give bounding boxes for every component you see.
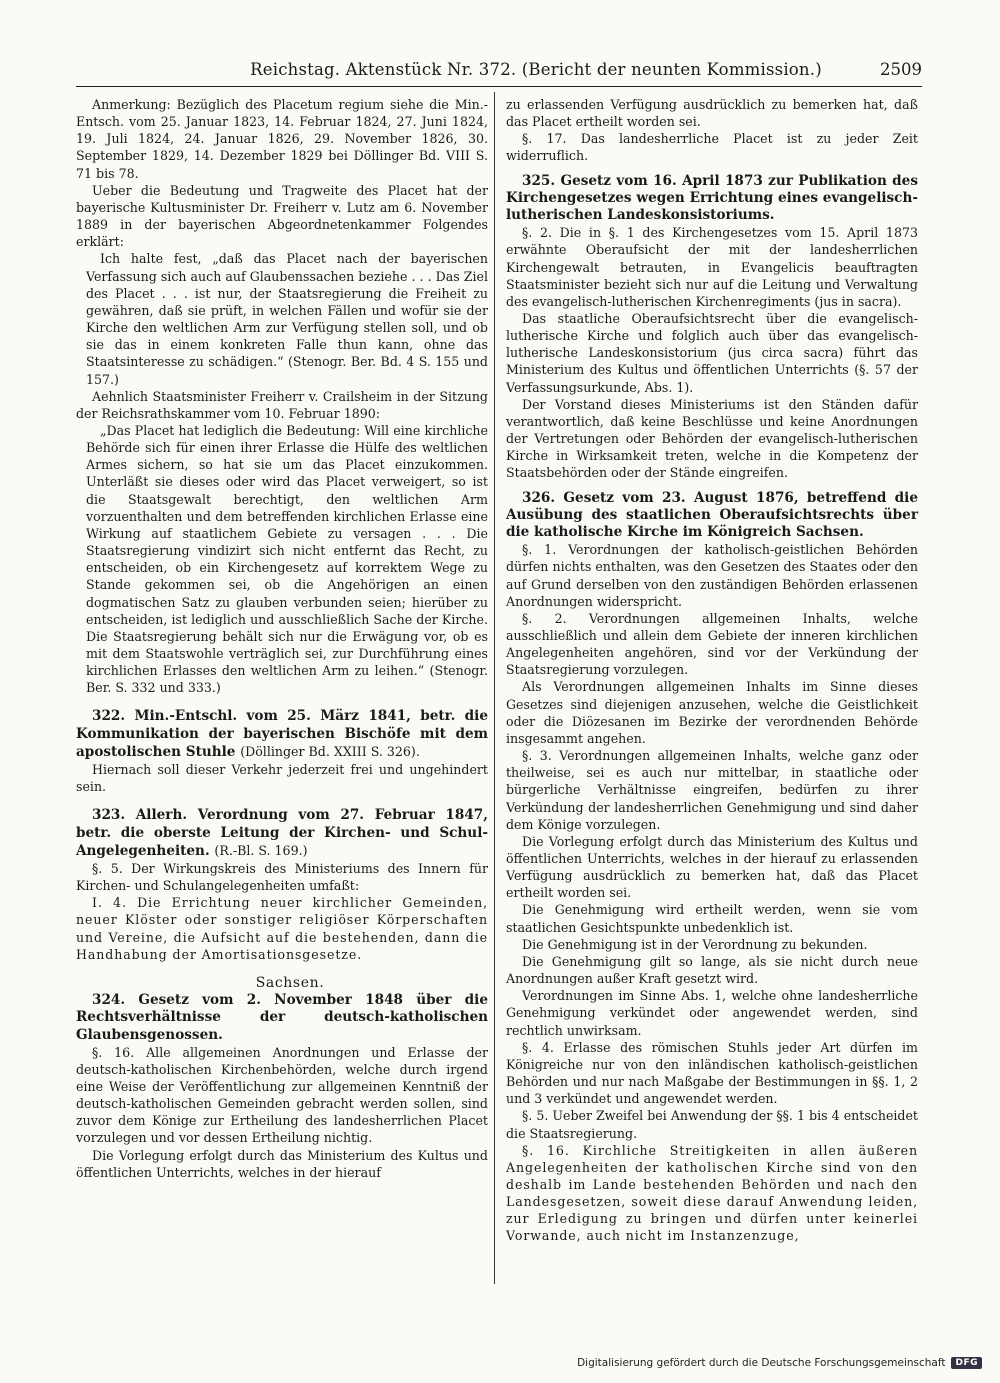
paragraph: Die Genehmigung gilt so lange, als sie nicht durch neue Anordnungen außer Kraft gesetzt wird. — [506, 953, 918, 987]
heading-reference: (R.-Bl. S. 169.) — [214, 842, 308, 858]
paragraph: Die Vorlegung erfolgt durch das Ministerium des Kultus und öffentlichen Unterrichts, welches in der hierauf zu erlassenden Verfügung ausdrücklich zu bemerken hat, daß das Placet ertheilt worden sei. — [506, 833, 918, 901]
heading-text: 323. Allerh. Verordnung vom 27. Februar 1847, betr. die oberste Leitung der Kirchen- und Schul-Angelegenheiten. — [76, 807, 488, 859]
paragraph: zu erlassenden Verfügung ausdrücklich zu bemerken hat, daß das Placet ertheilt worden sei. — [506, 97, 918, 130]
paragraph: §. 5. Der Wirkungskreis des Ministeriums des Innern für Kirchen- und Schulangelegenheiten umfaßt: — [76, 861, 488, 894]
paragraph: Die Genehmigung ist in der Verordnung zu bekunden. — [522, 936, 868, 952]
paragraph: §. 2. Verordnungen allgemeinen Inhalts, welche ausschließlich und allein dem Gebiete der inneren kirchlichen Angelegenheiten angehören, sind vor der Verkündung der Staatsregierung vorzulegen. — [506, 610, 918, 678]
paragraph: §. 16. Kirchliche Streitigkeiten in allen äußeren Angelegenheiten der katholischen Kirche sind von den deshalb im Lande bestehenden Behörden und nach den Landesgesetzen, soweit diese darauf Anwendung leiden, zur Erledigung zu bringen und dürfen unter keinerlei Vorwande, auch nicht im Instanzenzuge, — [506, 1142, 918, 1244]
paragraph: §. 5. Ueber Zweifel bei Anwendung der §§. 1 bis 4 entscheidet die Staatsregierung. — [506, 1108, 918, 1141]
paragraph: Aehnlich Staatsminister Freiherr v. Crailsheim in der Sitzung der Reichsrathskammer vom 10. Februar 1890: — [76, 388, 488, 421]
dfg-logo: DFG — [951, 1357, 982, 1369]
paragraph: Das staatliche Oberaufsichtsrecht über die evangelisch-lutherische Kirche und folglich auch über das evangelisch-lutherische Landeskonsistorium (jus circa sacra) führt das Ministerium des Kultus und öffentlichen Unterrichts (§. 57 der Verfassungsurkunde, Abs. 1). — [506, 311, 918, 395]
paragraph: Verordnungen im Sinne Abs. 1, welche ohne landesherrliche Genehmigung verkündet oder angewendet werden, sind rechtlich unwirksam. — [506, 988, 918, 1038]
heading-reference: (Döllinger Bd. XXIII S. 326). — [240, 743, 420, 759]
page-number: 2509 — [880, 60, 922, 79]
paragraph: Der Vorstand dieses Ministeriums ist den Ständen dafür verantwortlich, daß keine Beschlüsse und keine Anordnungen der Vertretungen oder Behörden der evangelisch-lutherischen Kirche in Wirksamkeit treten, welche in die Kompetenz der Staatsbehörden oder der Stände eingreifen. — [506, 396, 918, 481]
paragraph: Als Verordnungen allgemeinen Inhalts im Sinne dieses Gesetzes sind diejenigen anzusehen, welche die Geistlichkeit oder die Diözesanen im Bezirke der verordnenden Behörde insgesammt angehen. — [506, 679, 918, 746]
paragraph: §. 1. Verordnungen der katholisch-geistlichen Behörden dürfen nichts enthalten, was den Gesetzen des Staates oder den auf Grund derselben von den zuständigen Behörden erlassenen Anordnungen widerspricht. — [506, 542, 918, 609]
paragraph: §. 16. Alle allgemeinen Anordnungen und Erlasse der deutsch-katholischen Kirchenbehörden, welche durch irgend eine Weise der Veröffentlichung zur allgemeinen Kenntniß der deutsch-katholischen Gemeinden gebracht werden sollen, sind zuvor dem Könige zur Ertheilung des landesherrlichen Placet vorzulegen und vor dessen Ertheilung nichtig. — [76, 1044, 488, 1146]
paragraph: §. 3. Verordnungen allgemeinen Inhalts, welche ganz oder theilweise, sei es auch nur mittelbar, in staatliche oder bürgerliche Verhältnisse eingreifen, bedürfen zu ihrer Verkündung der landesherrlichen Genehmigung und sind daher dem Könige vorzulegen. — [506, 748, 918, 832]
credit-text: Digitalisierung gefördert durch die Deutsche Forschungsgemeinschaft — [577, 1357, 946, 1369]
paragraph: Anmerkung: Bezüglich des Placetum regium siehe die Min.-Entsch. vom 25. Januar 1823, 14. Februar 1824, 27. Juni 1824, 19. Juli 1824, 24. Januar 1826, 29. November 1826, 30. September 1829, 14. Dezember 1829 bei Döllinger Bd. VIII S. 71 bis 78. — [76, 97, 488, 181]
paragraph: Die Vorlegung erfolgt durch das Ministerium des Kultus und öffentlichen Unterrichts, welches in der hierauf — [76, 1147, 488, 1180]
quote-paragraph: Ich halte fest, „daß das Placet nach der bayerischen Verfassung sich auch auf Glaubenssachen beziehe . . . Das Ziel des Placet . . . ist nur, der Staatsregierung die Freiheit zu gewähren, daß sie prüft, in welchen Fällen und wofür sie der Kirche den weltlichen Arm zur Verfügung stellen soll, und ob sie das in einem konkreten Falle thun kann, ohne das Staatsinteresse zu schädigen.“ (Stenogr. Ber. Bd. 4 S. 155 und 157.) — [86, 251, 488, 387]
section-heading-324: 324. Gesetz vom 2. November 1848 über die Rechtsverhältnisse der deutsch-katholischen Glaubensgenossen. — [76, 992, 488, 1043]
section-title: Sachsen. — [255, 974, 325, 991]
column-divider — [494, 92, 495, 1284]
paragraph: §. 4. Erlasse des römischen Stuhls jeder Art dürfen im Königreiche nur von den inländischen katholisch-geistlichen Behörden und nur nach Maßgabe der Bestimmungen in §§. 1, 2 und 3 verkündet und angewendet werden. — [506, 1039, 918, 1107]
section-heading-322 — [76, 708, 488, 761]
heading-text: 322. Min.-Entschl. vom 25. März 1841, betr. die Kommunikation der bayerischen Bischöfe mit dem apostolischen Stuhle — [76, 708, 488, 760]
section-heading-326: 326. Gesetz vom 23. August 1876, betreffend die Ausübung des staatlichen Oberaufsichtsrechts über die katholische Kirche im Königreich Sachsen. — [506, 489, 918, 540]
paragraph: §. 2. Die in §. 1 des Kirchengesetzes vom 15. April 1873 erwähnte Oberaufsicht der mit der landesherrlichen Kirchengewalt betrauten, in Evangelicis beauftragten Staatsminister bezieht sich nur auf die Leitung und Verwaltung des evangelisch-lutherischen Kirchenregiments (jus in sacra). — [506, 225, 918, 309]
page-header — [76, 60, 922, 87]
section-heading-323 — [76, 807, 488, 860]
paragraph: Ueber die Bedeutung und Tragweite des Placet hat der bayerische Kultusminister Dr. Freiherr v. Lutz am 6. November 1889 in der bayerischen Abgeordnetenkammer Folgendes erklärt: — [76, 182, 488, 250]
paragraph: §. 17. Das landesherrliche Placet ist zu jeder Zeit widerruflich. — [506, 131, 918, 164]
running-title: Reichstag. Aktenstück Nr. 372. (Bericht der neunten Kommission.) — [250, 60, 822, 79]
paragraph: Hiernach soll dieser Verkehr jederzeit frei und ungehindert sein. — [76, 762, 488, 795]
right-column — [506, 96, 918, 1245]
paragraph: Die Genehmigung wird ertheilt werden, wenn sie vom staatlichen Gesichtspunkte unbedenklich ist. — [506, 902, 918, 935]
paragraph: I. 4. Die Errichtung neuer kirchlicher Gemeinden, neuer Klöster oder sonstiger religiöser Körperschaften und Vereine, die Aufsicht auf die bestehenden, dann die Handhabung der Amortisationsgesetze. — [76, 895, 488, 962]
quote-paragraph: „Das Placet hat lediglich die Bedeutung: Will eine kirchliche Behörde sich für einen ihrer Erlasse die Hülfe des weltlichen Armes sichern, so hat sie um das Placet einzukommen. Unterläßt sie dieses oder wird das Placet verweigert, so ist die Staatsgewalt berechtigt, den weltlichen Arm vorzuenthalten und dem betreffenden kirchlichen Erlasse eine Wirkung auf staatlichem Gebiete zu versagen . . . Die Staatsregierung vindizirt sich nicht entfernt das Recht, zu entscheiden, ob ein Kirchengesetz auf korrektem Wege zu Stande gekommen sei, ob die Angehörigen an einen dogmatischen Satz zu glauben verbunden seien; hierüber zu entscheiden, ist lediglich und ausschließlich Sache der Kirche. Die Staatsregierung behält sich nur die Erwägung vor, ob es mit dem Staatswohle verträglich sei, zur Durchführung eines kirchlichen Erlasses den weltlichen Arm zu leihen.“ (Stenogr. Ber. S. 332 und 333.) — [86, 422, 488, 696]
digitization-credit — [577, 1357, 982, 1369]
left-column — [76, 96, 488, 1181]
section-heading-325: 325. Gesetz vom 16. April 1873 zur Publikation des Kirchengesetzes wegen Errichtung eines evangelisch-lutherischen Landeskonsistoriums. — [506, 172, 918, 224]
